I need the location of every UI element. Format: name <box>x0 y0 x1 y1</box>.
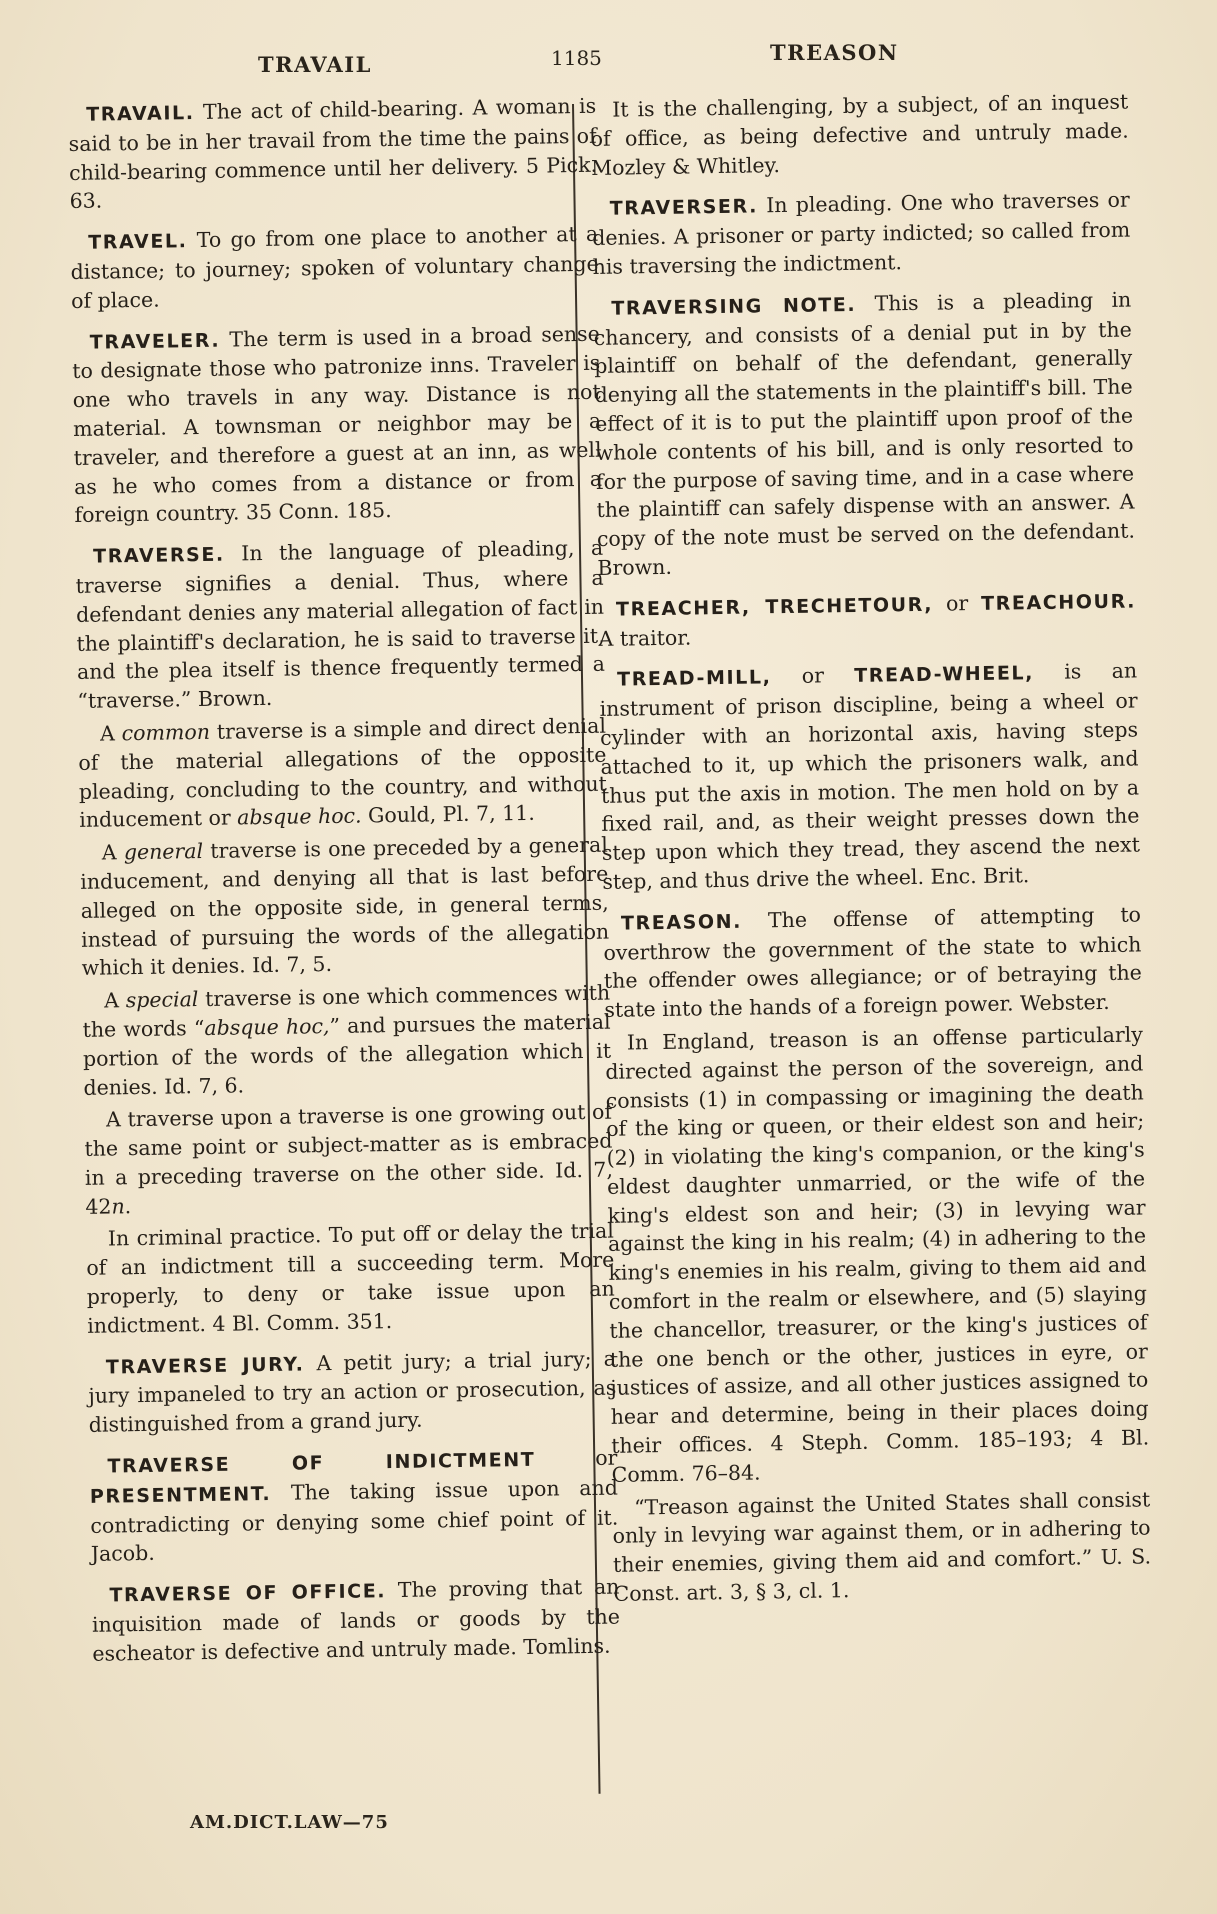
definition: This is a pleading in chancery, and consists of a denial put in by the plaintiff on behalf of the defendant, generally denying all the statements in the plaintiff's bill. The effect of it is to put the plaintiff upon proof of the whole contents of his bill, and is only resorted to for the purpose of saving time, and in a case where the plaintiff can safely dispense with an answer. A copy of the note must be served on the defendant. Brown. <box>593 287 1136 580</box>
entry-travel <box>70 220 599 316</box>
headword: TREACHER, TRECHETOUR, <box>615 593 934 621</box>
definition: In pleading. One who traverses or denies. A prisoner or party indicted; so called from his traversing the indictment. <box>592 187 1131 279</box>
definition: In the language of pleading, a traverse signifies a denial. Thus, where a defendant denies any material allegation of fact in the plaintiff's declaration, he is said to traverse it, and the plea itself is thence frequently termed a “traverse.” Brown. <box>75 535 606 714</box>
subentry-traverse-upon-traverse: A traverse upon a traverse is one growing out of the same point or subject-matter as is embraced in a preceding traverse on the other side. Id. 7, 42n. <box>84 1099 614 1219</box>
entry-treacher: TREACHER, TRECHETOUR, or TREACHOUR. A traitor. <box>598 590 1137 651</box>
signature-mark: AM.DICT.LAW—75 <box>190 1812 389 1833</box>
entry-travail <box>68 92 598 216</box>
headword: TRAVERSE. <box>93 543 225 568</box>
entry-tread-mill: TREAD-MILL, or TREAD-WHEEL, is an instrument of prison discipline, being a wheel or cylinder with an horizontal axis, having steps attached to it, up which the prisoners walk, and thus put the axis in motion. The men hold on by a fixed rail, and, as their weight presses down the step upon which they tread, they ascend the next step, and thus drive the wheel. Enc. Brit. <box>599 658 1141 894</box>
left-column <box>68 92 621 1681</box>
definition: The act of child-bearing. A woman is said to be in her travail from the time the pains of child-bearing commence until her delivery. 5 Pick. 63. <box>68 93 598 214</box>
definition: A petit jury; a trial jury; a jury impaneled to try an action or prosecution, as distinguished from a grand jury. <box>88 1346 617 1438</box>
continuation-traverse-of-office: It is the challenging, by a subject, of an inquest of office, as being defective and untruly made. Mozley & Whitley. <box>590 89 1129 180</box>
entry-traverse-jury <box>88 1344 617 1440</box>
entry-traversing-note <box>593 285 1135 582</box>
entry-traveler <box>72 319 603 530</box>
headword: TRAVAIL. <box>86 102 195 126</box>
headword: TRAVERSE OF OFFICE. <box>109 1580 387 1607</box>
definition: The term is used in a broad sense to designate those who patronize inns. Traveler is one who travels in any way. Distance is not material. A townsman or neighbor may be a traveler, and therefore a guest at an inn, as well as he who comes from a distance or from a foreign country. 35 Conn. 185. <box>72 321 603 528</box>
headword: TREAD-MILL, <box>617 666 772 691</box>
headword: TRAVERSER. <box>609 195 759 221</box>
headword: TRAVEL. <box>88 230 188 254</box>
headword: TREASON. <box>620 910 743 935</box>
headword: TREAD-WHEEL, <box>854 662 1035 688</box>
guide-word-left: TRAVAIL <box>258 52 372 77</box>
right-column <box>590 88 1152 1613</box>
subentry-treason-england: In England, treason is an offense particularly directed against the person of the sovereign, and consists (1) in compassing or imagining the death of the king or queen, or their eldest son and heir; (2) in violating the king's companion, or the king's eldest daughter unmarried, or the wife of the king's eldest son and heir; (3) in levying war against the king in his realm; (4) in adhering to the king's enemies in his realm, giving to them aid and comfort in the realm or elsewhere, and (5) slaying the chancellor, treasurer, or the king's justices of the one bench or the other, justices in eyre, or justices of assize, and all other justices assigned to hear and determine, being in their places doing their offices. 4 Steph. Comm. 185–193; 4 Bl. Comm. 76–84. <box>605 1022 1150 1487</box>
definition: The proving that an inquisition made of lands or goods by the escheator is defective and untruly made. Tomlins. <box>91 1574 621 1666</box>
entry-traverse-of-indictment: TRAVERSE OF INDICTMENT or PRESENTMENT. The taking issue upon and contradicting or denying some chief point of it. Jacob. <box>89 1445 619 1567</box>
definition: A traitor. <box>598 625 692 651</box>
subentry-common-traverse: A common traverse is a simple and direct denial of the material allegations of the opposite pleading, concluding to the country, and without inducement or absque hoc. Gould, Pl. 7, 11. <box>78 713 607 833</box>
definition: The offense of attempting to overthrow the government of the state to which the offender owes allegiance; or of betraying the state into the hands of a foreign power. Webster. <box>603 902 1143 1022</box>
guide-word-right: TREASON <box>770 40 899 65</box>
headword: TRAVERSING NOTE. <box>611 293 857 320</box>
headword: TRAVERSE JURY. <box>105 1353 305 1379</box>
headword: TREACHOUR. <box>980 590 1137 615</box>
headword: PRESENTMENT. <box>89 1482 272 1508</box>
definition: To go from one place to another at a distance; to journey; spoken of voluntary change of place. <box>70 221 599 313</box>
subentry-criminal-practice: In criminal practice. To put off or delay the trial of an indictment till a succeeding term. More properly, to deny or take issue upon an indictment. 4 Bl. Comm. 351. <box>86 1219 615 1338</box>
entry-traverse-of-office <box>91 1573 620 1669</box>
headword: TRAVELER. <box>89 329 221 354</box>
subentry-general-traverse: A general traverse is one preceded by a general inducement, and denying all that is last before alleged on the opposite side, in general terms, instead of pursuing the words of the allegation which it denies. Id. 7, 5. <box>80 832 610 981</box>
headword: TRAVERSE OF INDICTMENT <box>107 1448 536 1478</box>
definition: is an instrument of prison discipline, being a wheel or cylinder with an horizontal axis, having steps attached to it, up which the prisoners walk, and thus put the axis in motion. The men hold on by a fixed rail, and, as their weight presses down the step upon which they tread, they ascend the next step, and thus drive the wheel. Enc. Brit. <box>599 658 1141 894</box>
definition: The taking issue upon and contradicting or denying some chief point of it. Jacob. <box>90 1475 619 1567</box>
entry-traverser <box>592 186 1131 282</box>
page-number: 1185 <box>551 46 602 70</box>
entry-traverse <box>75 534 606 716</box>
subentry-special-traverse: A special traverse is one which commences with the words “absque hoc,” and pursues the material portion of the words of the allegation which it denies. Id. 7, 6. <box>82 980 612 1100</box>
entry-treason <box>603 900 1143 1025</box>
subentry-treason-us-constitution: “Treason against the United States shall consist only in levying war against them, or in adhering to their enemies, giving them aid and comfort.” U. S. Const. art. 3, § 3, cl. 1. <box>612 1487 1152 1606</box>
